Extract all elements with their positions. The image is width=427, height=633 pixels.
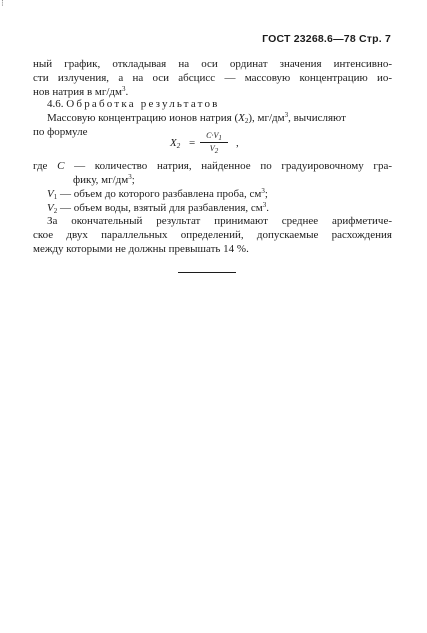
text-line: ское двух параллельных определений, допускаемые расхождения (33, 229, 392, 241)
text-line: Массовую концентрацию ионов натрия $(X_2)$, $мг/дм^3$, вычисляют (47, 111, 346, 125)
text-line: нов натрия в $мг/дм^3$. (33, 85, 129, 98)
conclusion-paragraph (33, 215, 392, 257)
text-line: За окончательный результат принимают среднее арифметиче- (47, 215, 392, 227)
fraction-bar (200, 142, 228, 143)
page-header: ГОСТ 23268.6—78 Стр. 7 (262, 33, 391, 45)
formula-equals: = (189, 137, 196, 149)
scan-corner-mark: ⁝ (1, 0, 4, 8)
text-line: между которыми не должны превышать 14 %. (33, 243, 249, 255)
definition-c: где C — количество натрия, найденное по градуировочному гра- (33, 160, 392, 172)
formula-x2 (170, 131, 280, 159)
section-heading (33, 98, 392, 112)
section-title: Обработка результатов (66, 98, 220, 110)
formula-lhs: $X_2$ (170, 137, 181, 150)
end-rule (178, 272, 236, 273)
text-line: по формуле (33, 126, 88, 138)
text-line: сти излучения, а на оси абсцисс — массовую концентрацию ио- (33, 72, 392, 84)
paragraph-continuation (33, 58, 392, 100)
formula-numerator: $C\cdot V_1$ (206, 131, 222, 142)
text-line: ный график, откладывая на оси ординат значения интенсивно- (33, 58, 392, 70)
formula-comma: , (236, 137, 239, 149)
formula-fraction (200, 131, 228, 154)
section-number: 4.6. (47, 98, 64, 110)
formula-denominator: $V_2$ (209, 144, 219, 155)
definition-c-cont: фику, $мг/дм^3$; (73, 173, 135, 186)
definition-v1: $V_1$ — объем до которого разбавлена проба, $см^3$; (47, 187, 268, 201)
variable-definitions (33, 160, 392, 216)
definition-v2: $V_2$ — объем воды, взятый для разбавления, $см^3$. (47, 201, 270, 215)
